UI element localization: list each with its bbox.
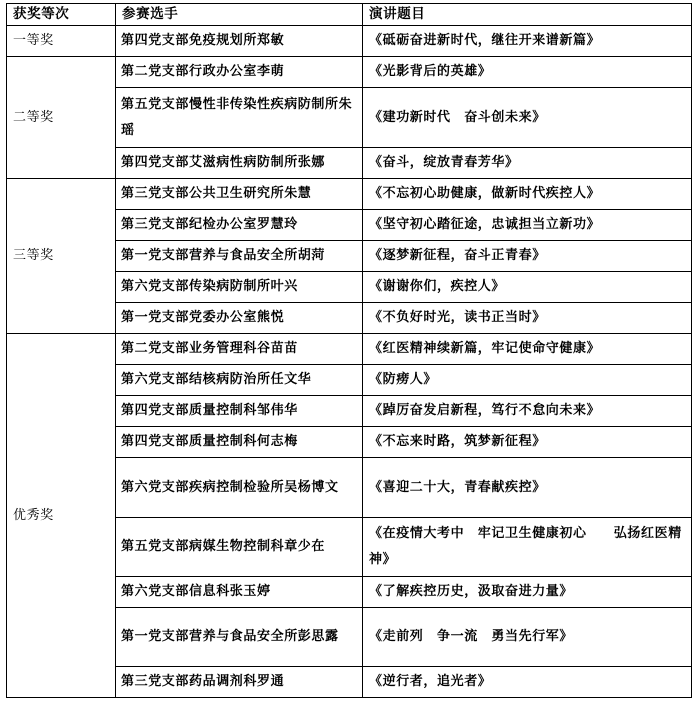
speaker-cell: 第三党支部纪检办公室罗慧玲 xyxy=(116,210,363,241)
speech-title-cell: 《逆行者，追光者》 xyxy=(363,667,692,698)
speaker-cell: 第一党支部党委办公室熊悦 xyxy=(116,303,363,334)
speech-title-cell: 《建功新时代 奋斗创未来》 xyxy=(363,88,692,148)
table-row xyxy=(7,26,692,57)
award-level-cell: 二等奖 xyxy=(7,57,116,179)
speech-title-cell: 《踔厉奋发启新程，笃行不怠向未来》 xyxy=(363,396,692,427)
award-level-cell: 优秀奖 xyxy=(7,334,116,698)
speech-title-cell: 《不负好时光，读书正当时》 xyxy=(363,303,692,334)
speaker-cell: 第五党支部病媒生物控制科章少在 xyxy=(116,518,363,577)
speaker-cell: 第四党支部艾滋病性病防制所张娜 xyxy=(116,148,363,179)
speech-title-cell: 《不忘来时路，筑梦新征程》 xyxy=(363,427,692,458)
table-row xyxy=(7,334,692,365)
award-level-cell: 三等奖 xyxy=(7,179,116,334)
speech-title-cell: 《喜迎二十大，青春献疾控》 xyxy=(363,458,692,518)
speaker-cell: 第六党支部结核病防治所任文华 xyxy=(116,365,363,396)
speaker-cell: 第六党支部信息科张玉婷 xyxy=(116,577,363,608)
table-row xyxy=(7,57,692,88)
speaker-cell: 第四党支部质量控制科何志梅 xyxy=(116,427,363,458)
header-speaker: 参赛选手 xyxy=(116,4,363,26)
speaker-cell: 第一党支部营养与食品安全所彭思露 xyxy=(116,608,363,667)
speaker-cell: 第三党支部公共卫生研究所朱慧 xyxy=(116,179,363,210)
speaker-cell: 第五党支部慢性非传染性疾病防制所朱瑶 xyxy=(116,88,363,148)
speech-title-cell: 《坚守初心踏征途，忠诚担当立新功》 xyxy=(363,210,692,241)
header-title: 演讲题目 xyxy=(363,4,692,26)
speaker-cell: 第六党支部疾病控制检验所吴杨博文 xyxy=(116,458,363,518)
speech-title-cell: 《逐梦新征程，奋斗正青春》 xyxy=(363,241,692,272)
speech-title-cell: 《奋斗，绽放青春芳华》 xyxy=(363,148,692,179)
speech-title-cell: 《防痨人》 xyxy=(363,365,692,396)
speaker-cell: 第二党支部行政办公室李萌 xyxy=(116,57,363,88)
header-row xyxy=(7,4,692,26)
speech-title-cell: 《在疫情大考中 牢记卫生健康初心 弘扬红医精神》 xyxy=(363,518,692,577)
table-body xyxy=(7,26,692,698)
speaker-cell: 第六党支部传染病防制所叶兴 xyxy=(116,272,363,303)
speech-title-cell: 《红医精神续新篇，牢记使命守健康》 xyxy=(363,334,692,365)
speaker-cell: 第二党支部业务管理科谷苗苗 xyxy=(116,334,363,365)
speech-title-cell: 《不忘初心助健康，做新时代疾控人》 xyxy=(363,179,692,210)
table-row xyxy=(7,179,692,210)
speech-title-cell: 《光影背后的英雄》 xyxy=(363,57,692,88)
speaker-cell: 第一党支部营养与食品安全所胡菏 xyxy=(116,241,363,272)
speech-title-cell: 《砥砺奋进新时代，继往开来谱新篇》 xyxy=(363,26,692,57)
award-level-cell: 一等奖 xyxy=(7,26,116,57)
speech-title-cell: 《了解疾控历史，汲取奋进力量》 xyxy=(363,577,692,608)
speaker-cell: 第四党支部质量控制科邹伟华 xyxy=(116,396,363,427)
award-table xyxy=(6,3,692,698)
speaker-cell: 第三党支部药品调剂科罗通 xyxy=(116,667,363,698)
speech-title-cell: 《走前列 争一流 勇当先行军》 xyxy=(363,608,692,667)
speaker-cell: 第四党支部免疫规划所郑敏 xyxy=(116,26,363,57)
speech-title-cell: 《谢谢你们，疾控人》 xyxy=(363,272,692,303)
header-award: 获奖等次 xyxy=(7,4,116,26)
